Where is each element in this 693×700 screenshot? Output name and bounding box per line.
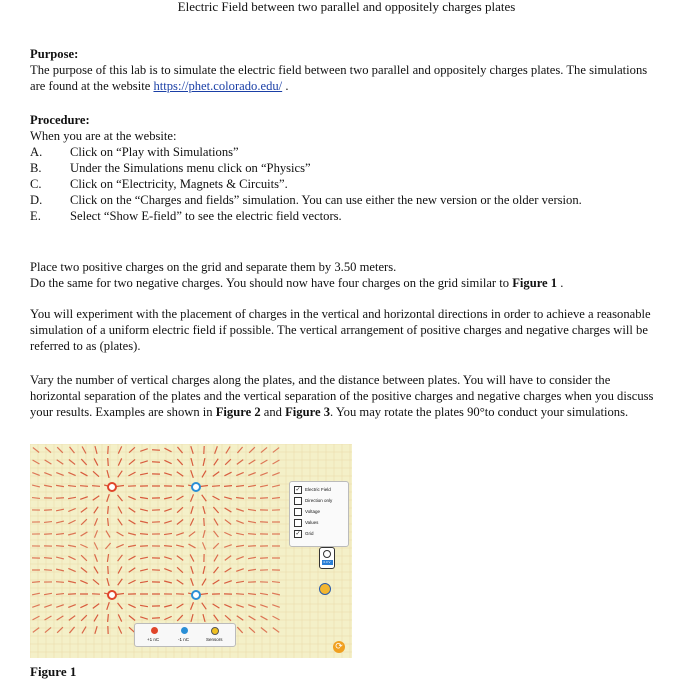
field-vector (68, 497, 76, 498)
field-vector (118, 446, 121, 453)
field-vector (94, 507, 98, 514)
field-vector (224, 472, 231, 476)
field-vector (56, 473, 63, 476)
field-vector (164, 569, 172, 572)
field-vector (236, 557, 243, 560)
field-vector (213, 580, 220, 584)
field-vector (32, 498, 40, 499)
step-letter: E. (30, 209, 41, 223)
field-vector (260, 558, 268, 559)
procedure-steps (30, 144, 660, 224)
field-vector (164, 557, 172, 559)
field-vector (203, 566, 205, 574)
field-vector (118, 566, 122, 573)
paragraph-vary (30, 372, 660, 420)
field-vector (140, 617, 148, 619)
field-vector (202, 495, 207, 502)
field-vector (95, 446, 97, 454)
field-vector (236, 497, 244, 498)
field-vector (224, 486, 232, 487)
field-vector (236, 533, 244, 535)
procedure-step (30, 160, 660, 176)
field-vector (248, 509, 256, 510)
field-vector (45, 460, 52, 464)
negative-charge[interactable] (192, 591, 200, 599)
field-vector (248, 521, 256, 522)
field-vector (236, 545, 244, 546)
field-vector (32, 473, 39, 476)
field-vector (107, 602, 110, 610)
field-vector (236, 472, 243, 475)
field-vector (128, 533, 136, 535)
procedure-intro: When you are at the website: (30, 129, 177, 143)
field-vector (68, 581, 76, 583)
field-vector (56, 605, 64, 608)
field-vector (260, 498, 268, 499)
field-vector (224, 545, 232, 548)
field-vector (248, 534, 256, 535)
voltmeter-tool[interactable] (319, 547, 335, 569)
field-vector (117, 532, 124, 536)
field-vector (176, 486, 184, 487)
field-vector (129, 520, 136, 524)
field-vector (68, 545, 76, 547)
field-vector (272, 582, 280, 583)
field-vector (237, 616, 244, 621)
field-vector (224, 532, 231, 535)
purpose-text (30, 62, 660, 94)
field-vector (32, 616, 39, 620)
charge-toolbox (134, 623, 236, 647)
field-vector (68, 472, 75, 475)
field-vector (202, 603, 207, 610)
field-vector (152, 450, 160, 451)
field-vector (140, 569, 148, 571)
field-vector (57, 616, 64, 620)
field-vector (177, 580, 184, 584)
field-vector (68, 568, 75, 571)
field-vector (164, 546, 172, 547)
field-vector (118, 579, 123, 586)
paragraph-experiment (30, 306, 660, 354)
field-vector (191, 566, 193, 574)
option-label: Electric Field (305, 487, 331, 492)
field-vector (191, 494, 194, 501)
field-vector (94, 567, 98, 574)
field-vector (44, 510, 52, 511)
sensor-source[interactable] (211, 627, 219, 635)
field-vector (82, 627, 86, 634)
procedure-step (30, 144, 660, 160)
field-vector (203, 530, 205, 538)
field-vector (92, 486, 100, 487)
field-vector (107, 494, 110, 502)
para1-line2 (30, 275, 660, 291)
field-vector (260, 473, 267, 476)
positive-charge-label: +1 nC (147, 637, 160, 642)
positive-charge[interactable] (108, 483, 116, 491)
step-text: Click on “Electricity, Magnets & Circuits”. (70, 177, 288, 191)
field-vector (272, 498, 280, 499)
sensors-label: Sensors (206, 637, 223, 642)
purpose-heading: Purpose: (30, 47, 79, 61)
field-vector (81, 508, 87, 513)
field-vector (224, 497, 232, 499)
field-vector (226, 447, 230, 454)
field-vector (214, 615, 219, 621)
field-vector (224, 604, 231, 607)
simulation-figure (30, 444, 352, 658)
field-vector (272, 593, 280, 595)
step-text: Under the Simulations menu click on “Physics” (70, 161, 311, 175)
field-vector (203, 458, 205, 466)
field-vector (164, 509, 172, 512)
purpose-section (30, 46, 660, 94)
field-vector (236, 594, 244, 595)
field-vector (272, 616, 279, 620)
para2-text: You will experiment with the placement of charges in the vertical and horizontal directions in order to achieve a reasonable simulation of a uniform electric field if possible. The vertical arrangement of positive charges and negative charges will be referred to as (plates). (30, 307, 651, 353)
field-vector (176, 545, 184, 547)
step-letter: A. (30, 145, 43, 159)
field-vector (94, 615, 98, 622)
field-vector (214, 519, 218, 526)
field-vector (260, 593, 268, 594)
field-vector (81, 532, 88, 536)
field-vector (272, 473, 279, 476)
negative-charge-source[interactable] (181, 627, 188, 634)
para3-mid: and (260, 405, 286, 419)
field-vector (108, 518, 109, 526)
field-vector (188, 544, 195, 548)
figure1-ref: Figure 1 (512, 276, 558, 290)
step-letter: B. (30, 161, 42, 175)
field-vector (44, 485, 52, 487)
field-vector (33, 460, 40, 464)
field-vector (57, 460, 64, 464)
field-vector (95, 530, 98, 537)
field-vector (261, 460, 268, 464)
field-vector (260, 605, 268, 608)
field-vector (44, 522, 52, 523)
field-vector (80, 486, 88, 487)
field-vector (177, 496, 184, 500)
field-vector (249, 616, 256, 620)
field-vector (248, 593, 256, 594)
field-vector (164, 473, 172, 475)
field-vector (118, 519, 123, 526)
field-vector (140, 546, 148, 547)
negative-charge[interactable] (192, 483, 200, 491)
field-vector (108, 614, 109, 622)
figure-caption: Figure 1 (30, 664, 77, 679)
field-vector (80, 604, 87, 607)
procedure-step (30, 208, 660, 224)
reset-button[interactable]: ⟳ (333, 641, 345, 653)
field-vector (56, 521, 64, 523)
field-vector (56, 557, 64, 559)
field-vector (68, 556, 75, 559)
field-vector (260, 485, 268, 487)
field-vector (200, 594, 208, 595)
purpose-tail: . (282, 79, 289, 93)
paragraph-placement (30, 259, 660, 291)
step-text: Select “Show E-field” to see the electric field vectors. (70, 209, 342, 223)
field-vector (95, 626, 97, 634)
field-vector (191, 446, 193, 454)
field-vector (236, 509, 244, 511)
field-vector (213, 472, 219, 477)
field-vector (140, 605, 148, 606)
field-vector (118, 458, 121, 465)
field-vector (56, 582, 64, 583)
field-vector (248, 569, 256, 570)
field-vector (236, 521, 243, 524)
field-vector (32, 593, 40, 595)
field-vector (80, 544, 87, 547)
option-label: Grid (305, 531, 314, 536)
field-vector (177, 604, 184, 608)
option-grid[interactable] (294, 530, 314, 537)
field-vector (80, 580, 87, 583)
field-vector (164, 521, 172, 523)
field-vector (273, 628, 279, 633)
field-vector (108, 458, 109, 466)
field-vector (56, 569, 64, 571)
field-vector (215, 446, 218, 454)
field-vector (116, 486, 124, 487)
field-vector (128, 580, 135, 583)
field-vector (108, 506, 109, 514)
step-letter: C. (30, 177, 42, 191)
field-vector (107, 470, 109, 478)
option-values[interactable] (294, 519, 318, 526)
tape-measure-icon[interactable] (319, 583, 331, 595)
field-vector (190, 554, 194, 561)
para3-body: Vary the number of vertical charges along the plates, and the distance between plates. You will have to consider the horizontal separation of the plates and the vertical separation of the positive charges and negative charges when you discuss your results. Examples are shown in (30, 373, 654, 419)
field-vector (248, 473, 255, 476)
field-vector (107, 578, 109, 586)
option-voltage[interactable] (294, 508, 320, 515)
field-vector (44, 593, 52, 594)
field-vector (140, 473, 148, 475)
step-text: Click on the “Charges and fields” simulation. You can use either the new version or the older version. (70, 193, 582, 207)
field-vector (82, 446, 86, 453)
field-vector (273, 460, 280, 464)
field-vector (94, 518, 97, 525)
step-letter: D. (30, 193, 43, 207)
field-vector (68, 486, 76, 487)
field-vector (214, 459, 218, 466)
figure2-ref: Figure 2 (215, 405, 261, 419)
field-vector (56, 485, 64, 486)
procedure-section (30, 112, 660, 224)
field-vector (164, 497, 172, 499)
para1-line1: Place two positive charges on the grid and separate them by 3.50 meters. (30, 260, 397, 274)
procedure-heading: Procedure: (30, 113, 90, 127)
field-vector (225, 508, 232, 512)
field-vector (164, 533, 172, 534)
field-vector (56, 509, 64, 511)
field-vector (45, 616, 52, 620)
field-vector (248, 485, 256, 486)
field-vector (214, 555, 218, 562)
field-vector (236, 581, 244, 582)
field-vector (191, 602, 194, 609)
field-vector (95, 554, 98, 561)
field-vector (140, 449, 148, 452)
para1-line2-text: Do the same for two negative charges. You should now have four charges on the grid similar to (30, 276, 513, 290)
field-vector (272, 605, 280, 608)
field-vector (202, 542, 205, 549)
field-vector (176, 533, 184, 536)
checkbox[interactable] (294, 519, 302, 527)
field-vector (32, 605, 40, 608)
field-vector (191, 614, 193, 622)
field-vector (213, 604, 220, 608)
negative-charge-label: -1 nC (178, 637, 190, 642)
checkbox[interactable] (294, 508, 302, 516)
para3-tail: . You may rotate the plates 90°to conduct your simulations. (330, 405, 629, 419)
figure3-ref: Figure 3 (285, 405, 330, 419)
field-vector (200, 485, 208, 486)
field-vector (191, 506, 193, 514)
field-vector (116, 544, 123, 547)
field-vector (94, 458, 98, 465)
field-vector (140, 581, 148, 582)
field-vector (56, 534, 64, 535)
field-vector (44, 558, 52, 559)
procedure-step (30, 176, 660, 192)
field-vector (116, 594, 124, 595)
field-vector (129, 508, 136, 512)
field-vector (68, 605, 75, 608)
field-vector (128, 472, 135, 476)
para1-line2-tail: . (557, 276, 564, 290)
field-vector (128, 496, 135, 499)
step-text: Click on “Play with Simulations” (70, 145, 239, 159)
field-vector (56, 594, 64, 595)
checkbox[interactable]: ✓ (295, 486, 301, 493)
field-vector (261, 616, 268, 620)
field-vector (224, 581, 232, 584)
field-vector (44, 605, 52, 608)
field-vector (225, 568, 232, 572)
para3-text (30, 372, 660, 420)
field-vector (202, 579, 206, 586)
field-vector (80, 497, 88, 500)
field-vector (191, 458, 193, 466)
phet-link[interactable]: https://phet.colorado.edu/ (153, 79, 283, 93)
field-vector (248, 546, 256, 547)
checkbox[interactable] (294, 497, 302, 505)
field-vector (68, 520, 75, 523)
field-vector (164, 581, 172, 583)
field-vector (212, 496, 219, 500)
field-vector (236, 569, 244, 572)
field-vector (164, 460, 171, 463)
field-vector (248, 605, 256, 608)
field-vector (68, 533, 76, 535)
field-vector (204, 518, 205, 526)
field-vector (93, 496, 100, 501)
field-vector (68, 508, 75, 511)
field-vector (80, 472, 87, 476)
positive-charge-source[interactable] (151, 627, 158, 634)
option-label: Values (305, 520, 319, 525)
field-vector (118, 506, 122, 513)
field-vector (212, 486, 220, 487)
field-vector (260, 522, 268, 523)
field-vector (164, 448, 171, 452)
field-vector (56, 546, 64, 547)
positive-charge[interactable] (108, 591, 116, 599)
field-vector (140, 497, 148, 498)
field-vector (129, 568, 136, 573)
field-vector (128, 545, 136, 546)
option-electric-field[interactable] (294, 486, 331, 493)
field-vector (32, 485, 40, 487)
purpose-body: The purpose of this lab is to simulate the electric field between two parallel and oppositely charges plates. The simulations are found at the website (30, 63, 648, 93)
field-vector (248, 557, 256, 558)
field-vector (191, 578, 194, 586)
field-vector (177, 472, 184, 477)
document-title: Electric Field between two parallel and oppositely charges plates (177, 0, 516, 14)
field-vector (164, 616, 171, 619)
field-vector (236, 605, 244, 608)
field-vector (190, 518, 193, 525)
field-vector (236, 486, 244, 487)
field-vector (140, 534, 148, 535)
field-vector (140, 509, 148, 511)
field-vector (32, 582, 40, 583)
voltmeter-icon (323, 550, 331, 558)
display-options-panel (289, 481, 349, 547)
option-direction-only[interactable] (294, 497, 332, 504)
procedure-step (30, 192, 660, 208)
option-label: Direction only (305, 498, 333, 503)
field-vector (203, 506, 205, 514)
field-vector (94, 542, 98, 549)
field-vector (118, 626, 121, 633)
field-vector (191, 470, 194, 478)
field-vector (128, 604, 135, 607)
field-vector (106, 531, 110, 538)
voltmeter-display: 0.0 V (323, 560, 331, 564)
field-vector (203, 614, 205, 622)
field-vector (272, 485, 280, 487)
checkbox[interactable]: ✓ (295, 530, 301, 537)
field-vector (118, 471, 122, 478)
field-vector (140, 461, 148, 463)
field-vector (140, 521, 148, 523)
field-vector (107, 554, 108, 562)
field-vector (118, 614, 121, 621)
field-vector (44, 473, 51, 476)
field-vector (202, 471, 206, 478)
field-vector (177, 556, 183, 561)
field-vector (44, 570, 52, 571)
option-label: Voltage (305, 509, 321, 514)
field-vector (164, 605, 172, 607)
field-vector (129, 556, 136, 560)
field-vector (140, 557, 148, 559)
field-vector (249, 460, 256, 464)
